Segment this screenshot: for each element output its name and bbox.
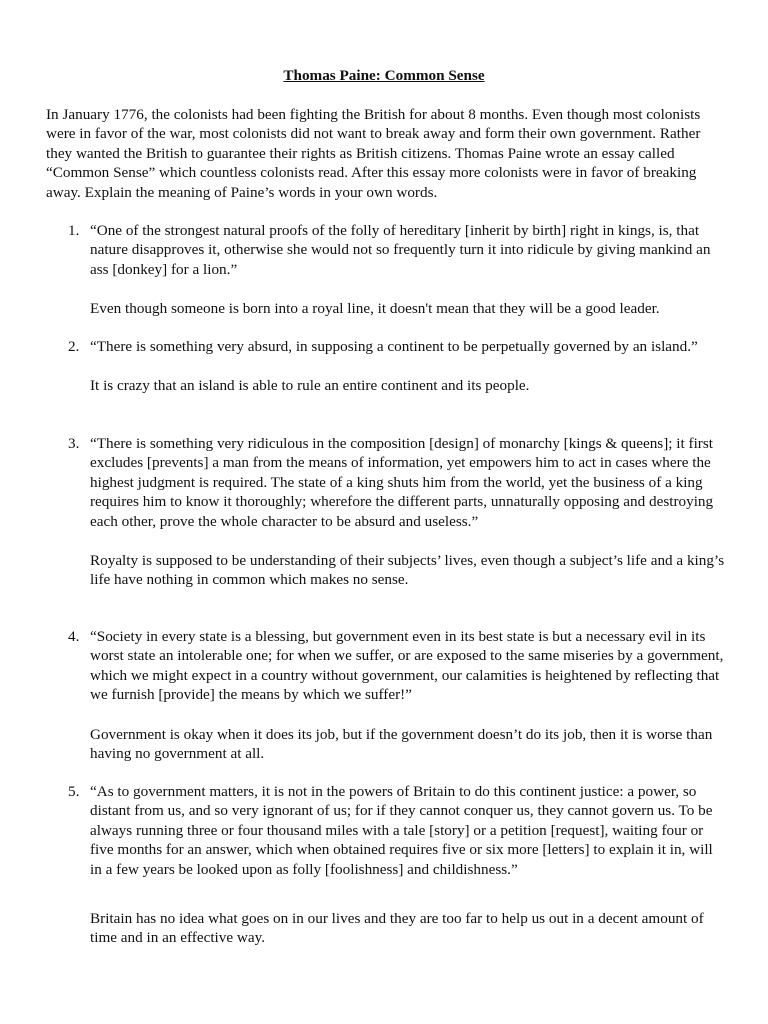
list-item <box>46 782 726 948</box>
item-number: 5. <box>68 783 80 800</box>
list-item <box>46 627 726 763</box>
item-answer: Royalty is supposed to be understanding of their subjects’ lives, even though a subject’s life and a king’s life have nothing in common which makes no sense. <box>90 552 725 589</box>
item-quote: “As to government matters, it is not in the powers of Britain to do this continent justice: a power, so distant from us, and so very ignorant of us; for if they cannot conquer us, they cannot govern us. To be always running three or four thousand miles with a tale [story] or a petition [request], waiting four or five months for an answer, which when obtained requires five or six more [letters] to explain it in, will in a few years be looked upon as folly [foolishness] and childishness.” <box>90 783 713 878</box>
item-number: 1. <box>68 222 80 239</box>
list-item <box>46 337 726 396</box>
list-item <box>46 434 726 590</box>
item-answer: It is crazy that an island is able to rule an entire continent and its people. <box>90 377 530 395</box>
item-number: 3. <box>68 435 80 452</box>
item-answer: Government is okay when it does its job, but if the government doesn’t do its job, then it is worse than having no government at all. <box>90 725 713 763</box>
item-quote: “There is something very absurd, in supposing a continent to be perpetually governed by an island.” <box>90 338 698 355</box>
item-quote: “Society in every state is a blessing, but government even in its best state is but a necessary evil in its worst state an intolerable one; for when we suffer, or are exposed to the same miseries by a government, which we might expect in a country without government, our calamities is heightened by reflecting that we furnish [provide] the means by which we suffer!” <box>90 628 724 704</box>
document-title: Thomas Paine: Common Sense <box>283 67 485 84</box>
intro-paragraph: In January 1776, the colonists had been fighting the British for about 8 months. Even though most colonists were in favor of the war, most colonists did not want to break away and form their own government. Rather they wanted the British to guarantee their rights as British citizens. Thomas Paine wrote an essay called “Common Sense” which countless colonists read. After this essay more colonists were in favor of breaking away. Explain the meaning of Paine’s words in your own words. <box>46 106 701 201</box>
list-item <box>46 221 726 319</box>
item-answer: Even though someone is born into a royal line, it doesn't mean that they will be a good leader. <box>90 300 660 318</box>
item-quote: “There is something very ridiculous in the composition [design] of monarchy [kings & queens]; it first excludes [prevents] a man from the means of information, yet empowers him to act in cases where the highest judgment is required. The state of a king shuts him from the world, yet the business of a king requires him to know it thoroughly; wherefore the different parts, unnaturally opposing and destroying each other, prove the whole character to be absurd and useless.” <box>90 435 714 530</box>
item-quote: “One of the strongest natural proofs of the folly of hereditary [inherit by birth] right in kings, is, that nature disapproves it, otherwise she would not so frequently turn it into ridicule by giving mankind an ass [donkey] for a lion.” <box>90 222 711 278</box>
item-number: 4. <box>68 628 80 645</box>
item-number: 2. <box>68 338 80 355</box>
item-answer: Britain has no idea what goes on in our lives and they are too far to help us out in a decent amount of time and in an effective way. <box>90 910 704 947</box>
